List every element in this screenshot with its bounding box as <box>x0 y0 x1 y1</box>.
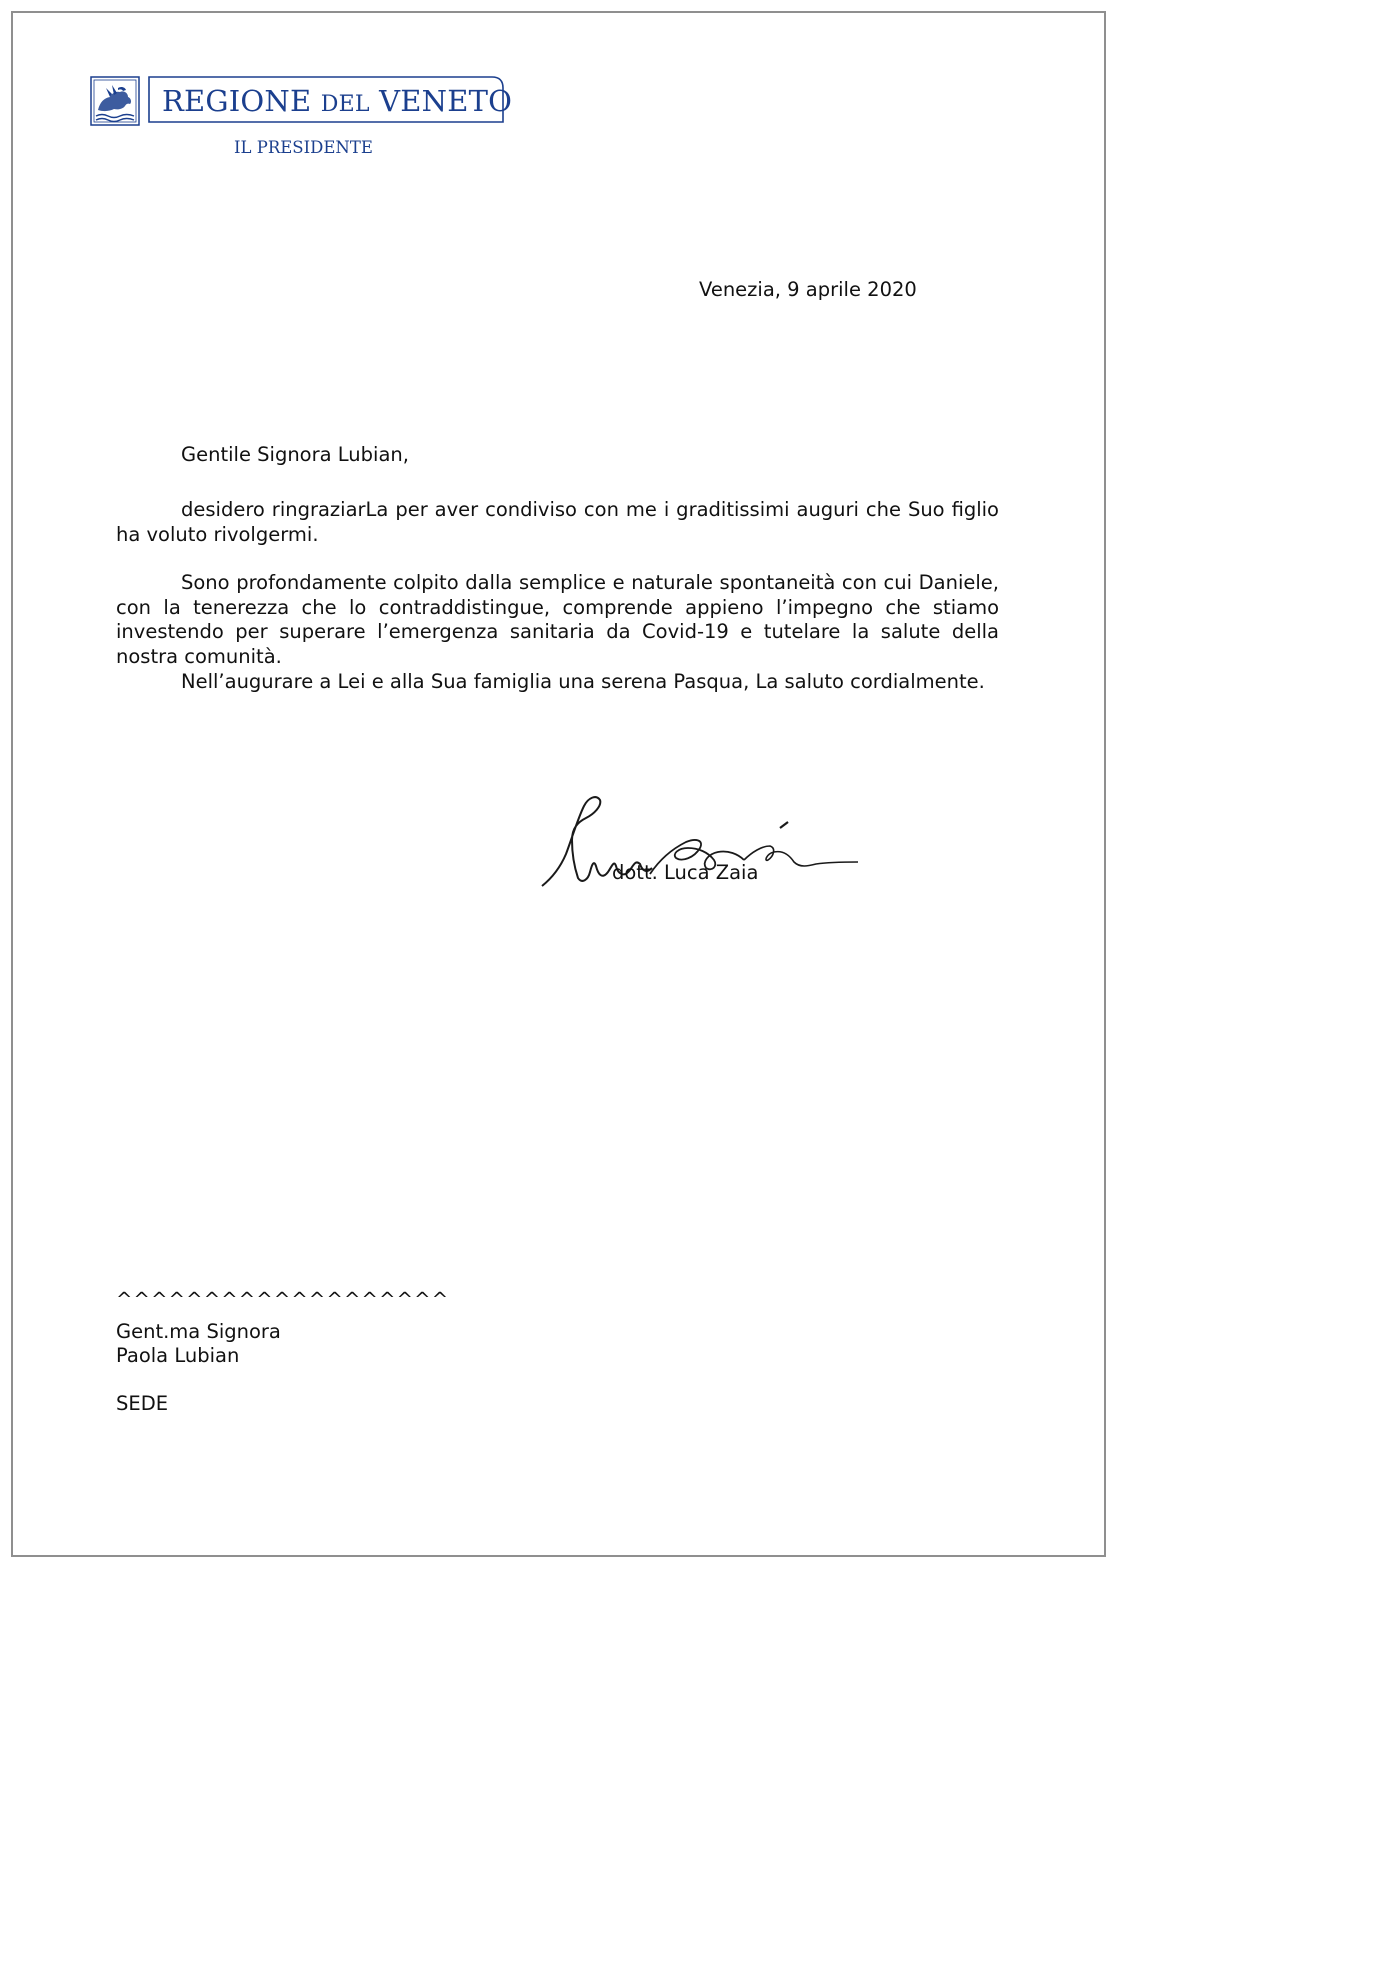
separator-line: ^^^^^^^^^^^^^^^^^^^ <box>116 1288 450 1311</box>
organization-name-suffix: VENETO <box>379 84 513 118</box>
recipient-location: SEDE <box>116 1392 169 1415</box>
lion-of-saint-mark-crest-icon <box>90 76 140 126</box>
letterhead-subtitle: IL PRESIDENTE <box>234 138 373 157</box>
letter-paragraph-2: Sono profondamente colpito dalla semplice e naturale spontaneità con cui Daniele, con la tenerezza che lo contraddistingue, comprende appieno l’impegno che stiamo investendo per superare l’emergenza sanitaria da Covid-19 e tutelare la salute della nostra comunità. <box>116 571 999 668</box>
recipient-name: Paola Lubian <box>116 1344 240 1367</box>
organization-name-prefix: REGIONE <box>162 84 312 118</box>
organization-name <box>162 84 512 118</box>
letter-salutation: Gentile Signora Lubian, <box>181 443 409 466</box>
recipient-title: Gent.ma Signora <box>116 1320 281 1343</box>
letterhead <box>90 76 513 160</box>
organization-name-small: DEL <box>320 92 370 117</box>
signer-name: dott. Luca Zaia <box>612 861 759 884</box>
letter-date: Venezia, 9 aprile 2020 <box>699 278 917 301</box>
letter-paragraph-3: Nell’augurare a Lei e alla Sua famiglia una serena Pasqua, La saluto cordialmente. <box>181 670 985 693</box>
letter-paragraph-1: desidero ringraziarLa per aver condiviso con me i graditissimi auguri che Suo figlio ha voluto rivolgermi. <box>116 498 999 546</box>
